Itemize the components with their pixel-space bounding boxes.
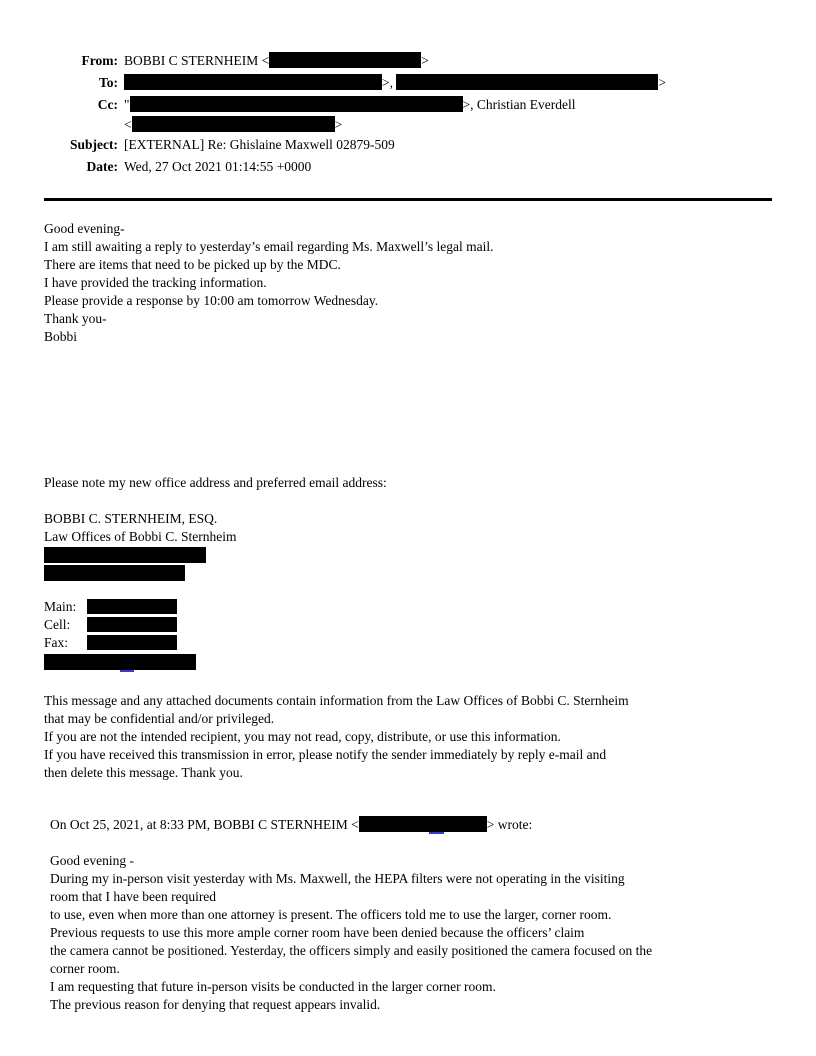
from-value bbox=[124, 50, 772, 72]
text-line: that may be confidential and/or privileged. bbox=[44, 711, 275, 726]
to-separator: >, bbox=[382, 75, 393, 90]
text-line: Bobbi bbox=[44, 329, 78, 344]
quoted-email bbox=[50, 816, 772, 1014]
email-body-paragraph bbox=[44, 220, 772, 346]
redaction-bar bbox=[87, 599, 177, 614]
redaction-bar bbox=[132, 116, 335, 132]
redacted-link-underline bbox=[120, 670, 134, 672]
header-divider bbox=[44, 198, 772, 201]
text-line: I am still awaiting a reply to yesterday’s email regarding Ms. Maxwell’s legal mail. bbox=[44, 239, 494, 254]
redaction-bar bbox=[124, 74, 382, 90]
text-line: corner room. bbox=[50, 961, 120, 976]
cc-line-2 bbox=[124, 116, 772, 134]
fax-label: Fax: bbox=[44, 635, 69, 650]
from-label: From: bbox=[81, 53, 118, 68]
cc-line-1 bbox=[124, 97, 575, 112]
contact-main-row bbox=[44, 598, 772, 616]
header-field-date bbox=[44, 156, 772, 178]
cc-angle-open: < bbox=[124, 117, 132, 132]
to-label: To: bbox=[98, 75, 118, 90]
contact-cell-row bbox=[44, 616, 772, 634]
address-note-line: Please note my new office address and preferred email address: bbox=[44, 475, 387, 490]
signature-block bbox=[44, 510, 772, 581]
quoted-email-body bbox=[50, 852, 772, 1014]
text-line: This message and any attached documents contain information from the Law Offices of Bobbi C. Sternheim bbox=[44, 693, 629, 708]
email-header bbox=[44, 0, 772, 178]
subject-label: Subject: bbox=[70, 137, 118, 152]
redaction-bar bbox=[44, 547, 206, 563]
text-line: Good evening- bbox=[44, 221, 125, 236]
from-sender-name: BOBBI C STERNHEIM < bbox=[124, 53, 270, 68]
to-value bbox=[124, 72, 772, 94]
main-label: Main: bbox=[44, 599, 77, 614]
disclaimer-paragraph bbox=[44, 692, 772, 782]
cc-label: Cc: bbox=[97, 97, 118, 112]
redaction-bar bbox=[269, 52, 421, 68]
text-line: During my in-person visit yesterday with Ms. Maxwell, the HEPA filters were not operating in the visiting bbox=[50, 871, 625, 886]
date-value: Wed, 27 Oct 2021 01:14:55 +0000 bbox=[124, 159, 312, 174]
redaction-bar bbox=[396, 74, 658, 90]
to-suffix: > bbox=[658, 75, 666, 90]
cc-value bbox=[124, 94, 772, 134]
cc-angle-close: > bbox=[334, 117, 343, 132]
text-line: to use, even when more than one attorney is present. The officers told me to use the larger, corner room. bbox=[50, 907, 612, 922]
redaction-bar bbox=[44, 654, 196, 670]
contact-block bbox=[44, 598, 772, 672]
text-line: Please provide a response by 10:00 am tomorrow Wednesday. bbox=[44, 293, 379, 308]
text-line: I have provided the tracking information. bbox=[44, 275, 267, 290]
signature-name: BOBBI C. STERNHEIM, ESQ. bbox=[44, 511, 218, 526]
text-line: room that I have been required bbox=[50, 889, 217, 904]
cc-named-recipient: >, Christian Everdell bbox=[462, 97, 576, 112]
cc-open-quote: " bbox=[124, 97, 130, 112]
text-line: There are items that need to be picked up by the MDC. bbox=[44, 257, 341, 272]
text-line: the camera cannot be positioned. Yesterday, the officers simply and easily positioned the camera focused on the bbox=[50, 943, 653, 958]
text-line: then delete this message. Thank you. bbox=[44, 765, 243, 780]
redaction-bar bbox=[359, 816, 487, 832]
redaction-bar bbox=[87, 617, 177, 632]
signature-firm: Law Offices of Bobbi C. Sternheim bbox=[44, 529, 237, 544]
header-field-subject bbox=[44, 134, 772, 156]
quote-attribution-line bbox=[50, 816, 772, 834]
redaction-bar bbox=[130, 96, 463, 112]
redacted-link-underline bbox=[429, 832, 444, 834]
date-label: Date: bbox=[86, 159, 118, 174]
cell-label: Cell: bbox=[44, 617, 71, 632]
quote-attribution-post: > wrote: bbox=[486, 817, 533, 832]
redaction-bar bbox=[44, 565, 185, 581]
text-line: The previous reason for denying that request appears invalid. bbox=[50, 997, 381, 1012]
header-field-from bbox=[44, 50, 772, 72]
text-line: If you are not the intended recipient, you may not read, copy, distribute, or use this information. bbox=[44, 729, 561, 744]
contact-fax-row bbox=[44, 634, 772, 652]
text-line: Good evening - bbox=[50, 853, 134, 868]
quote-attribution-pre: On Oct 25, 2021, at 8:33 PM, BOBBI C STERNHEIM < bbox=[50, 817, 359, 832]
text-line: Previous requests to use this more ample corner room have been denied because the officers’ claim bbox=[50, 925, 585, 940]
text-line: If you have received this transmission in error, please notify the sender immediately by reply e-mail and bbox=[44, 747, 607, 762]
header-field-cc bbox=[44, 94, 772, 134]
redaction-bar bbox=[87, 635, 177, 650]
header-field-to bbox=[44, 72, 772, 94]
text-line: Thank you- bbox=[44, 311, 107, 326]
from-suffix: > bbox=[421, 53, 429, 68]
text-line: I am requesting that future in-person visits be conducted in the larger corner room. bbox=[50, 979, 496, 994]
subject-value: [EXTERNAL] Re: Ghislaine Maxwell 02879-509 bbox=[124, 137, 395, 152]
